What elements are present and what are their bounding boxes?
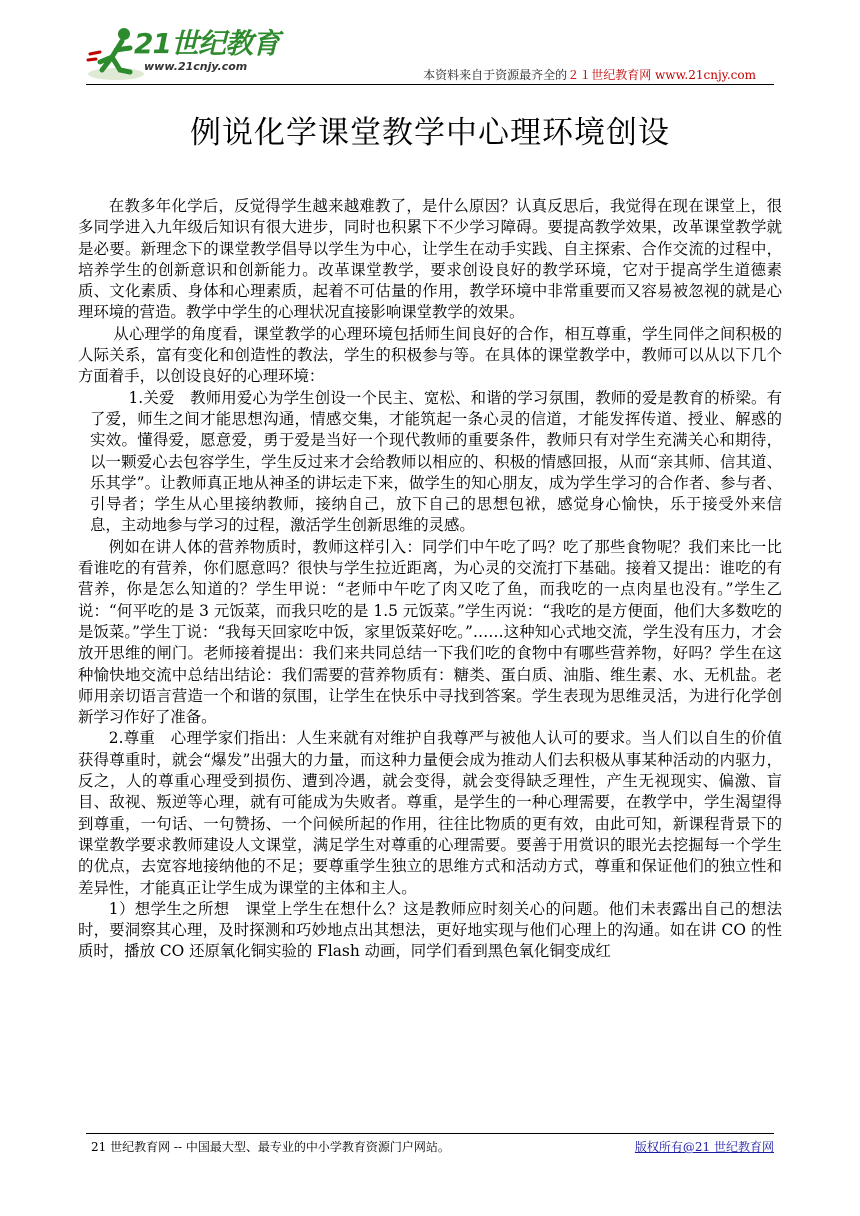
paragraph-respect: 2.尊重 心理学家们指出：人生来就有对维护自我尊严与被他人认可的要求。当人们以自生的价值获得尊重时，就会“爆发”出强大的力量，而这种力量便会成为推动人们去积极从事某种活动的内驱力，反之，人的尊重心理受到损伤、遭到冷遇，就会变得，就会变得缺乏理性，产生无视现实、偏激、盲目、敌视、叛逆等心理，就有可能成为失败者。尊重，是学生的一种心理需要，在教学中，学生渴望得到尊重，一句话、一句赞扬、一个问候所起的作用，往往比物质的更有效，由此可知，新课程背景下的课堂教学要求教师建设人文课堂，满足学生对尊重的心理需要。要善于用赏识的眼光去挖掘每一个学生的优点，去宽容地接纳他的不足；要尊重学生独立的思维方式和活动方式，尊重和保证他们的独立性和差异性，才能真正让学生成为课堂的主体和主人。 — [78, 729, 782, 897]
source-url-link[interactable]: www.21cnjy.com — [655, 68, 756, 82]
paragraph-think: 1）想学生之所想 课堂上学生在想什么？这是教师应时刻关心的问题。他们未表露出自己的想法时，要洞察其心理，及时探测和巧妙地点出其想法，更好地实现与他们心理上的沟通。如在讲 CO 的性质时，播放 CO 还原氧化铜实验的 Flash 动画，同学们看到黑色氧化铜变成红 — [78, 899, 782, 961]
header-divider — [86, 84, 774, 85]
header-source-line — [423, 66, 756, 83]
document-title: 例说化学课堂教学中心理环境创设 — [190, 115, 670, 151]
footer-divider — [86, 1133, 774, 1134]
source-site-link[interactable]: ２１世纪教育网 — [567, 68, 652, 82]
site-logo — [86, 20, 296, 86]
footer-site-description: 21 世纪教育网 -- 中国最大型、最专业的中小学教育资源门户网站。 — [91, 1140, 450, 1154]
paragraph-example: 例如在讲人体的营养物质时，教师这样引入：同学们中午吃了吗？吃了那些食物呢？我们来比一比看谁吃的有营养，你们愿意吗？很快与学生拉近距离，为心灵的交流打下基础。接着又提出：谁吃的有营养，你是怎么知道的？学生甲说：“老师中午吃了肉又吃了鱼，而我吃的一点肉星也没有。”学生乙说：“何平吃的是 3 元饭菜，而我只吃的是 1.5 元饭菜。”学生丙说：“我吃的是方便面，他们大多数吃的是饭菜。”学生丁说：“我每天回家吃中饭，家里饭菜好吃。”……这种知心式地交流，学生没有压力，才会放开思维的闸门。老师接着提出：我们来共同总结一下我们吃的食物中有哪些营养物，好吗？学生在这种愉快地交流中总结出结论：我们需要的营养物质有：糖类、蛋白质、油脂、维生素、水、无机盐。老师用亲切语言营造一个和谐的氛围，让学生在快乐中寻找到答案。学生表现为思维灵活，为进行化学创新学习作好了准备。 — [78, 537, 782, 727]
source-prefix: 本资料来自于资源最齐全的 — [423, 68, 568, 82]
paragraph-psychology: 从心理学的角度看，课堂教学的心理环境包括师生间良好的合作，相互尊重，学生同伴之间积极的人际关系，富有变化和创造性的教法，学生的积极参与等。在具体的课堂教学中，教师可以从以下几个方面着手，以创设良好的心理环境： — [78, 324, 782, 386]
footer-copyright-link[interactable]: 版权所有@21 世纪教育网 — [634, 1140, 774, 1154]
logo-wordmark: 21世纪教育 — [134, 27, 279, 60]
document-body — [78, 196, 782, 963]
paragraph-intro: 在教多年化学后，反觉得学生越来越难教了，是什么原因？认真反思后，我觉得在现在课堂上，很多同学进入九年级后知识有很大进步，同时也积累下不少学习障碍。要提高教学效果，改革课堂教学就是必要。新理念下的课堂教学倡导以学生为中心，让学生在动手实践、自主探索、合作交流的过程中，培养学生的创新意识和创新能力。改革课堂教学，要求创设良好的教学环境，它对于提高学生道德素质、文化素质、身体和心理素质，起着不可估量的作用，教学环境中非常重要而又容易被忽视的就是心理环境的营造。教学中学生的心理状况直接影响课堂教学的效果。 — [78, 197, 782, 322]
paragraph-care: 1.关爱 教师用爱心为学生创设一个民主、宽松、和谐的学习氛围，教师的爱是教育的桥梁。有了爱，师生之间才能思想沟通，情感交集，才能筑起一条心灵的信道，才能发挥传道、授业、解惑的实效。懂得爱，愿意爱，勇于爱是当好一个现代教师的重要条件，教师只有对学生充满关心和期待，以一颗爱心去包容学生，学生反过来才会给教师以相应的、积极的情感回报，从而“亲其师、信其道、乐其学”。让教师真正地从神圣的讲坛走下来，做学生的知心朋友，成为学生学习的合作者、参与者、引导者；学生从心里接纳教师，接纳自己，放下自己的思想包袱，感觉身心愉快，乐于接受外来信息，主动地参与学习的过程，激活学生创新思维的灵感。 — [90, 388, 782, 535]
logo-url: www.21cnjy.com — [144, 60, 248, 73]
